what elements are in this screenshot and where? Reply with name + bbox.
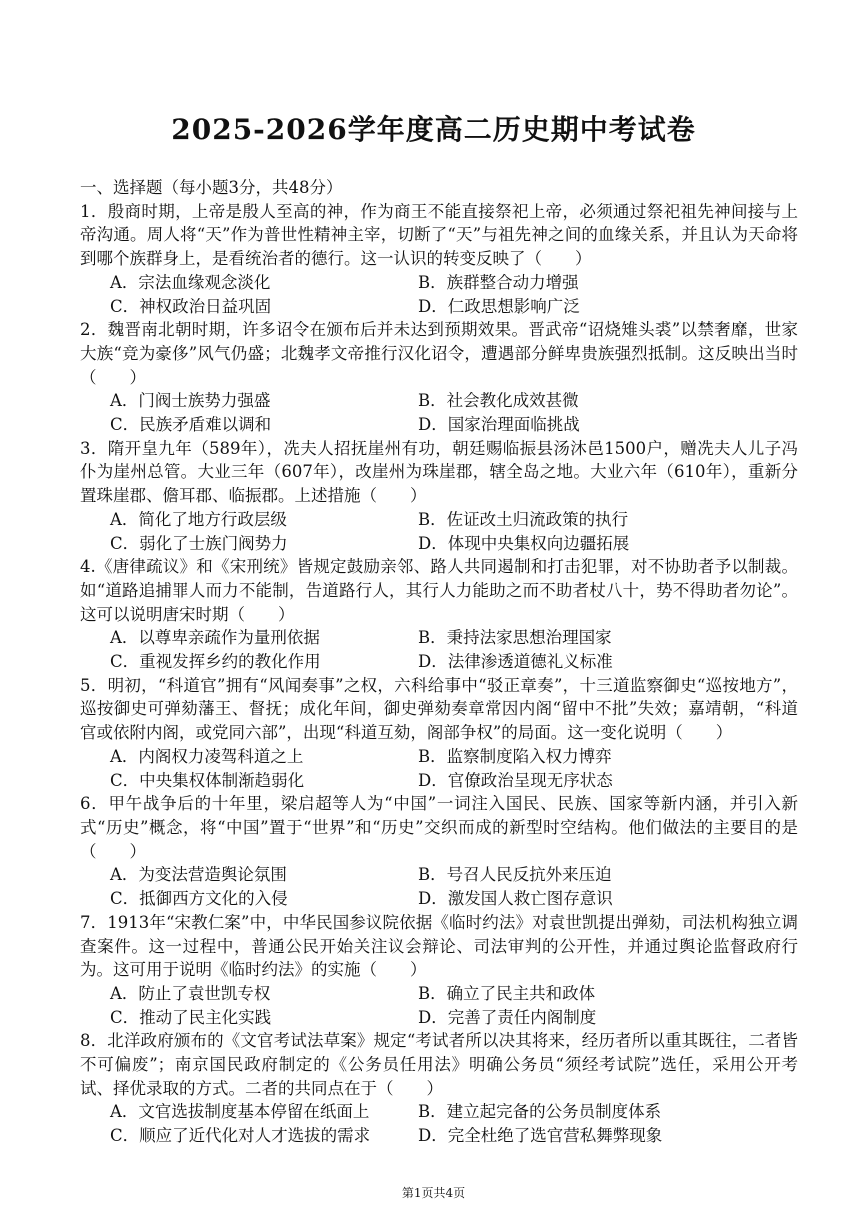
- options-grid: [80, 508, 798, 555]
- options-grid: [80, 982, 798, 1029]
- option-a: A．文官选拔制度基本停留在纸面上: [110, 1102, 370, 1122]
- option-d: D．法律渗透道德礼义标准: [418, 652, 613, 672]
- option-b: B．秉持法家思想治理国家: [418, 628, 612, 648]
- option-c: C．顺应了近代化对人才选拔的需求: [110, 1126, 371, 1146]
- option-d: D．体现中央集权向边疆拓展: [418, 533, 630, 553]
- option-b: B．社会教化成效甚微: [418, 391, 579, 411]
- question-stem: 4.《唐律疏议》和《宋刑统》皆规定鼓励亲邻、路人共同遏制和打击犯罪，对不协助者予以制裁。如“道路追捕罪人而力不能制，告道路行人，其行人力能助之而不助者杖八十，势不得助者勿论”。这可以说明唐宋时期（ ）: [80, 557, 798, 624]
- option-b: B．监察制度陷入权力博弈: [418, 746, 612, 766]
- option-b: B．族群整合动力增强: [418, 272, 579, 292]
- page-number: 第1页共4页: [401, 1186, 466, 1200]
- question-8: [80, 1029, 798, 1148]
- option-c: C．神权政治日益巩固: [110, 296, 272, 316]
- options-grid: [80, 863, 798, 910]
- question-1: [80, 200, 798, 319]
- option-a: A．简化了地方行政层级: [110, 509, 287, 529]
- question-stem: 2．魏晋南北朝时期，许多诏令在颁布后并未达到预期效果。晋武帝“诏烧雉头裘”以禁奢靡，世家大族“竞为豪侈”风气仍盛；北魏孝文帝推行汉化诏令，遭遇部分鲜卑贵族强烈抵制。这反映出当时（ ）: [80, 320, 798, 387]
- question-stem: 6．甲午战争后的十年里，梁启超等人为“中国”一词注入国民、民族、国家等新内涵，并引入新式“历史”概念，将“中国”置于“世界”和“历史”交织而成的新型时空结构。他们做法的主要目的是（ ）: [80, 794, 798, 861]
- page-title: 2025-2026学年度高二历史期中考试卷: [171, 113, 696, 146]
- option-c: C．推动了民主化实践: [110, 1007, 272, 1027]
- option-d: D．完全杜绝了选官营私舞弊现象: [418, 1126, 663, 1146]
- option-b: B．确立了民主共和政体: [418, 983, 596, 1003]
- options-grid: [80, 1100, 798, 1147]
- option-b: B．佐证改土归流政策的执行: [418, 509, 629, 529]
- question-5: [80, 674, 798, 793]
- question-stem: 7．1913年“宋教仁案”中，中华民国参议院依据《临时约法》对袁世凯提出弹劾，司法机构独立调查案件。这一过程中，普通公民开始关注议会辩论、司法审判的公开性，并通过舆论监督政府行为。这可用于说明《临时约法》的实施（ ）: [80, 912, 798, 980]
- question-6: [80, 792, 798, 911]
- option-b: B．建立起完备的公务员制度体系: [418, 1102, 662, 1122]
- option-a: A．防止了袁世凯专权: [110, 983, 271, 1003]
- section-heading: 一、选择题（每小题3分，共48分）: [80, 178, 343, 197]
- option-d: D．仁政思想影响广泛: [418, 296, 580, 316]
- option-a: A．内阁权力凌驾科道之上: [110, 746, 304, 766]
- option-c: C．民族矛盾难以调和: [110, 415, 272, 435]
- options-grid: [80, 745, 798, 792]
- question-4: [80, 555, 798, 674]
- option-c: C．抵御西方文化的入侵: [110, 889, 288, 909]
- option-a: A．宗法血缘观念淡化: [110, 272, 271, 292]
- options-grid: [80, 626, 798, 673]
- option-c: C．弱化了士族门阀势力: [110, 533, 288, 553]
- question-stem: 3．隋开皇九年（589年），冼夫人招抚崖州有功，朝廷赐临振县汤沐邑1500户，赠冼夫人儿子冯仆为崖州总管。大业三年（607年），改崖州为珠崖郡，辖全岛之地。大业六年（610年），重新分置珠崖郡、儋耳郡、临振郡。上述措施（ ）: [80, 438, 798, 506]
- question-stem: 8．北洋政府颁布的《文官考试法草案》规定“考试者所以决其将来，经历者所以重其既往，二者皆不可偏废”；南京国民政府制定的《公务员任用法》明确公务员“须经考试院”选任，采用公开考试、择优录取的方式。二者的共同点在于（ ）: [80, 1031, 798, 1098]
- option-c: C．中央集权体制渐趋弱化: [110, 770, 305, 790]
- option-b: B．号召人民反抗外来压迫: [418, 865, 612, 885]
- question-3: [80, 437, 798, 556]
- option-a: A．门阀士族势力强盛: [110, 391, 271, 411]
- options-grid: [80, 389, 798, 436]
- question-7: [80, 911, 798, 1030]
- option-a: A．为变法营造舆论氛围: [110, 865, 287, 885]
- option-d: D．官僚政治呈现无序状态: [418, 770, 613, 790]
- options-grid: [80, 271, 798, 318]
- question-2: [80, 318, 798, 437]
- question-stem: 5．明初，“科道官”拥有“风闻奏事”之权，六科给事中“驳正章奏”，十三道监察御史“巡按地方”，巡按御史可弹劾藩王、督抚；成化年间，御史弹劾奏章常因内阁“留中不批”失效；嘉靖朝，“科道官或依附内阁，或党同六部”，出现“科道互劾，阁部争权”的局面。这一变化说明（ ）: [80, 675, 798, 743]
- option-d: D．激发国人救亡图存意识: [418, 889, 613, 909]
- question-stem: 1．殷商时期，上帝是殷人至高的神，作为商王不能直接祭祀上帝，必须通过祭祀祖先神间接与上帝沟通。周人将“天”作为普世性精神主宰，切断了“天”与祖先神之间的血缘关系，并且认为天命将到哪个族群身上，是看统治者的德行。这一认识的转变反映了（ ）: [80, 201, 798, 269]
- option-a: A．以尊卑亲疏作为量刑依据: [110, 628, 320, 648]
- option-d: D．国家治理面临挑战: [418, 415, 580, 435]
- option-d: D．完善了责任内阁制度: [418, 1007, 597, 1027]
- option-c: C．重视发挥乡约的教化作用: [110, 652, 321, 672]
- exam-content: [80, 176, 798, 1148]
